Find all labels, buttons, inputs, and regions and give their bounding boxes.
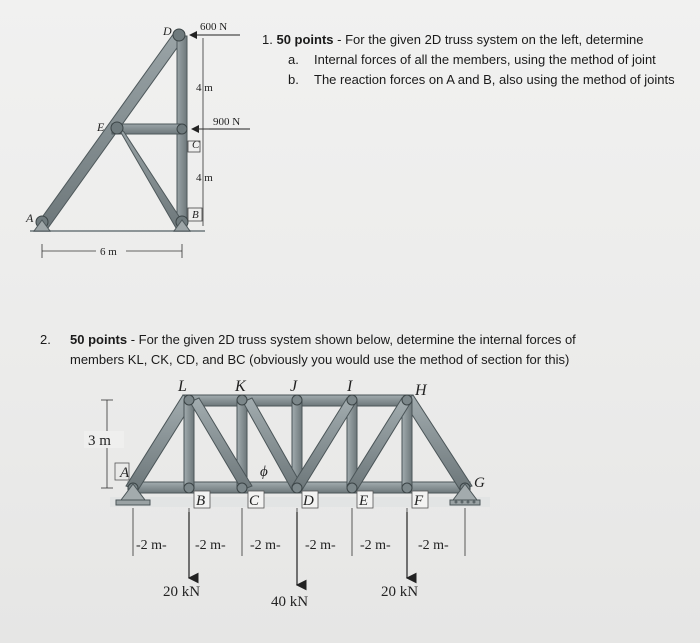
load-label-F: 20 kN: [381, 584, 419, 600]
item-a-text: Internal forces of all the members, using the method of joint: [314, 52, 656, 67]
joint-label-F: F: [414, 493, 424, 509]
pin-H: [402, 395, 412, 405]
question-1-item-a: [288, 50, 692, 70]
joint-label-A: A: [120, 465, 130, 481]
joint-label-J: J: [290, 378, 298, 395]
span-label-6: -2 m-: [418, 538, 449, 553]
item-a-index: a.: [288, 52, 299, 67]
joint-label-I: I: [347, 378, 353, 395]
question-2-text-1: - For the given 2D truss system shown below, determine the internal forces of: [127, 332, 576, 347]
joint-label-G: G: [474, 475, 485, 491]
pin-B: [184, 483, 194, 493]
pin-J: [292, 395, 302, 405]
support-A-base: [116, 500, 150, 505]
question-1-item-b: [288, 70, 692, 90]
item-b-text: The reaction forces on A and B, also using the method of joints: [314, 72, 675, 87]
pin-D: [292, 483, 302, 493]
joint-label-H: H: [415, 382, 427, 399]
dimension-label-lower: 4 m: [196, 172, 213, 184]
question-1-text: - For the given 2D truss system on the left, determine: [333, 32, 644, 47]
member-LB: [184, 400, 194, 488]
joint-label-B: B: [196, 493, 206, 509]
pin-K: [237, 395, 247, 405]
pin-C: [237, 483, 247, 493]
span-label-2: -2 m-: [195, 538, 226, 553]
question-1-header: [262, 30, 692, 50]
question-2-line-1: [40, 330, 680, 350]
joint-label-A: A: [26, 211, 34, 225]
member-HG: [404, 395, 472, 490]
span-label-4: -2 m-: [305, 538, 336, 553]
joint-label-E: E: [97, 120, 105, 134]
joint-label-D: D: [163, 24, 172, 38]
joint-label-E: E: [359, 493, 369, 509]
angle-label-phi: ϕ: [260, 464, 268, 480]
question-1-number: 1.: [262, 32, 273, 47]
item-b-index: b.: [288, 72, 299, 87]
pin-F: [402, 483, 412, 493]
question-2-number: 2.: [40, 332, 51, 347]
span-labels: [136, 538, 449, 553]
support-G-base: [450, 500, 480, 505]
question-2: [40, 330, 680, 370]
dimension-label-upper: 4 m: [196, 82, 213, 94]
span-label-5: -2 m-: [360, 538, 391, 553]
load-label-600: 600 N: [200, 21, 228, 33]
joint-label-C: C: [249, 493, 260, 509]
load-label-900: 900 N: [213, 116, 241, 128]
question-1: [262, 30, 692, 90]
pin-I: [347, 395, 357, 405]
question-2-line-2: members KL, CK, CD, and BC (obviously you would use the method of section for this): [70, 352, 570, 367]
pin-E: [347, 483, 357, 493]
joint-label-D: D: [303, 493, 314, 509]
span-label-3: -2 m-: [250, 538, 281, 553]
joint-label-B: B: [192, 209, 199, 221]
question-2-points: 50 points: [70, 332, 128, 347]
joint-label-L: L: [178, 378, 187, 395]
joint-label-C: C: [192, 139, 200, 151]
pin-L: [184, 395, 194, 405]
question-1-points: 50 points: [276, 32, 334, 47]
height-label: 3 m: [88, 433, 111, 449]
truss-2-members: [126, 395, 472, 493]
load-label-B: 20 kN: [163, 584, 201, 600]
joint-label-K: K: [235, 378, 246, 395]
dimension-label-base: 6 m: [100, 246, 117, 258]
load-label-D: 40 kN: [271, 594, 309, 610]
ground-strip: [110, 497, 490, 507]
member-AL: [126, 395, 193, 490]
span-label-1: -2 m-: [136, 538, 167, 553]
span-dimension-ticks: [133, 508, 465, 556]
